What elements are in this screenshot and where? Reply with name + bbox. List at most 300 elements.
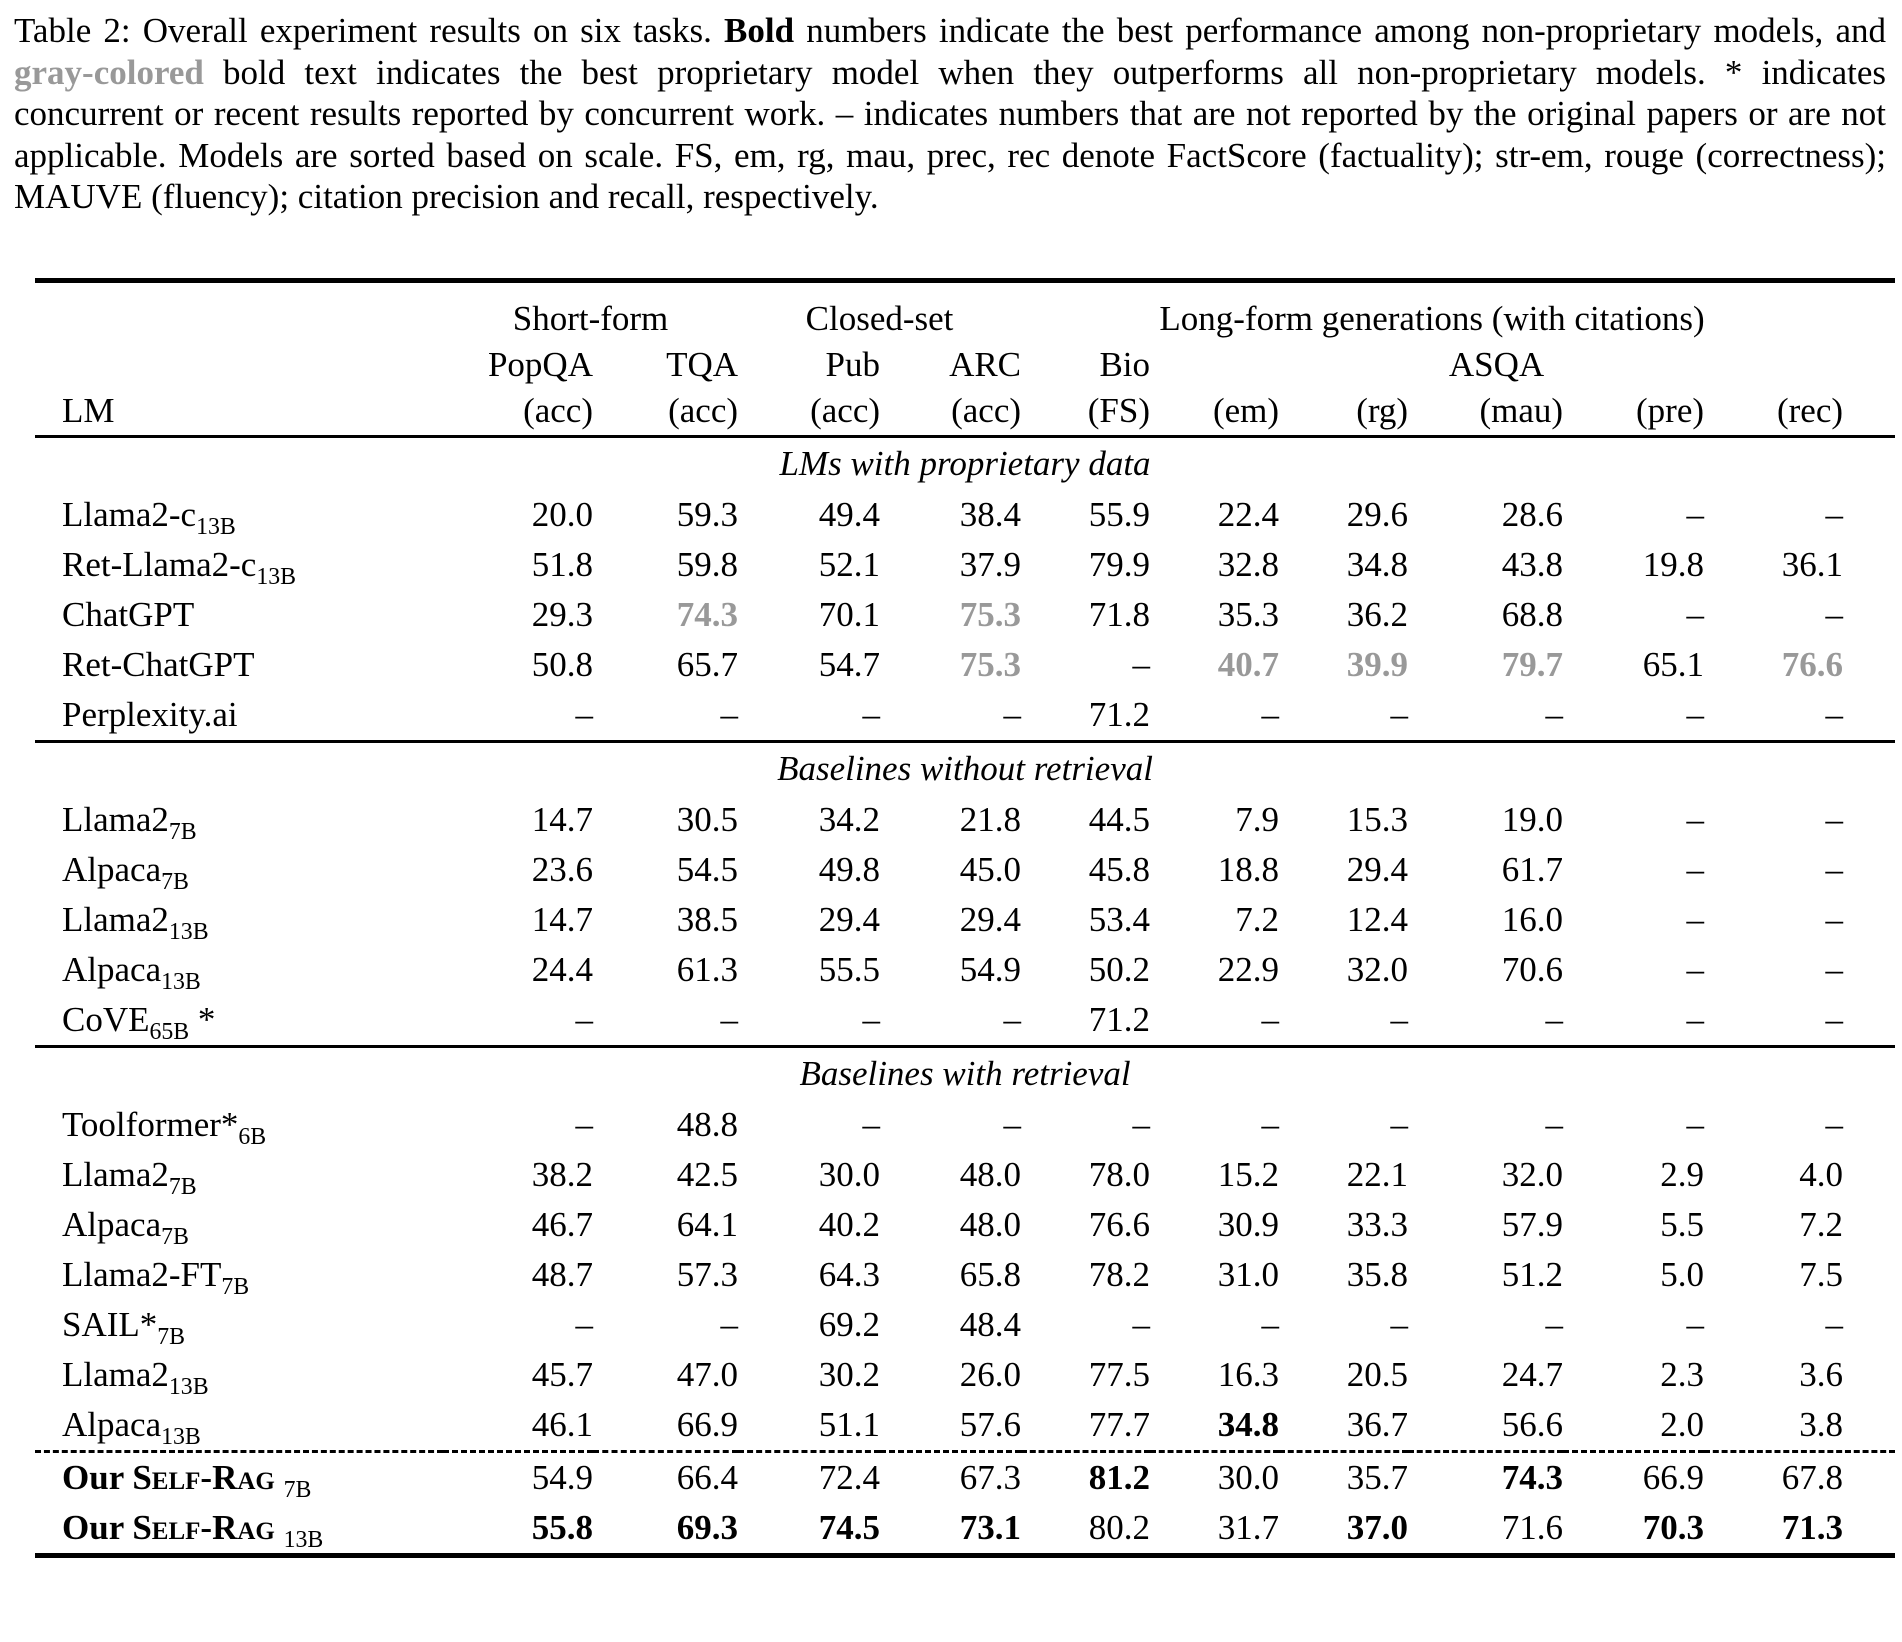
- metric-value: [1408, 1503, 1563, 1556]
- model-name-segment: Llama2-c: [62, 494, 197, 534]
- metric-text: –: [1825, 1104, 1844, 1144]
- metric-text: 36.7: [1346, 1404, 1409, 1444]
- metric-value: [1150, 1350, 1279, 1400]
- task-header-arc: ARC: [949, 344, 1022, 384]
- metric-not-reported: [1563, 945, 1704, 995]
- metric-text: 15.2: [1217, 1154, 1280, 1194]
- metric-text: –: [1261, 999, 1280, 1039]
- metric-not-reported: [1279, 1300, 1408, 1350]
- metric-not-reported: [1704, 490, 1895, 540]
- metric-text: 64.1: [676, 1204, 739, 1244]
- model-name: [35, 795, 443, 845]
- metric-text: 33.3: [1346, 1204, 1409, 1244]
- metric-text: 29.6: [1346, 494, 1409, 534]
- metric-text: –: [1545, 1304, 1564, 1344]
- metric-text: 61.3: [676, 949, 739, 989]
- metric-value: [1021, 795, 1150, 845]
- metric-value: [1150, 945, 1279, 995]
- metric-not-reported: [1408, 1100, 1563, 1150]
- metric-header-asqa-mau: (mau): [1408, 387, 1563, 437]
- metric-text: –: [1825, 899, 1844, 939]
- metric-value: [1021, 945, 1150, 995]
- metric-text: 24.7: [1501, 1354, 1564, 1394]
- metric-not-reported: [738, 690, 880, 742]
- metric-text: 7.2: [1235, 899, 1280, 939]
- group-header-row: [35, 280, 1895, 343]
- metric-value: [880, 1503, 1021, 1556]
- model-name: [35, 1100, 443, 1150]
- metric-text: 55.5: [818, 949, 881, 989]
- task-header-asqa: ASQA: [1448, 344, 1545, 384]
- metric-text: 3.6: [1799, 1354, 1844, 1394]
- model-name: [35, 1200, 443, 1250]
- metric-header-tqa-acc: (acc): [593, 387, 738, 437]
- metric-text: 16.3: [1217, 1354, 1280, 1394]
- group-header-short-form: Short-form: [512, 298, 669, 338]
- metric-value: [738, 795, 880, 845]
- metric-header-row: [35, 387, 1895, 437]
- metric-value: [1150, 1451, 1279, 1503]
- table-row: [35, 945, 1895, 995]
- metric-text: 51.1: [818, 1404, 881, 1444]
- metric-text: 65.1: [1642, 644, 1705, 684]
- table-row: [35, 795, 1895, 845]
- metric-value: [1408, 490, 1563, 540]
- metric-text: 50.2: [1088, 949, 1151, 989]
- metric-not-reported: [1563, 995, 1704, 1047]
- model-name-segment: *: [189, 999, 216, 1039]
- metric-text: 54.9: [959, 949, 1022, 989]
- metric-text: 24.4: [531, 949, 593, 989]
- metric-text: 48.0: [959, 1154, 1022, 1194]
- metric-not-reported: [1563, 590, 1704, 640]
- metric-text: 36.1: [1781, 544, 1844, 584]
- metric-value: [1150, 795, 1279, 845]
- metric-value: [738, 1250, 880, 1300]
- model-name-segment: Our: [62, 1507, 133, 1547]
- metric-not-reported: [1279, 995, 1408, 1047]
- metric-value: [1279, 1250, 1408, 1300]
- metric-text: –: [1825, 594, 1844, 634]
- metric-value: [1279, 895, 1408, 945]
- task-header-popqa: PopQA: [487, 344, 593, 384]
- metric-value: [738, 1350, 880, 1400]
- metric-value: [880, 1150, 1021, 1200]
- metric-value: [880, 945, 1021, 995]
- metric-not-reported: [1563, 845, 1704, 895]
- metric-text: 43.8: [1501, 544, 1564, 584]
- model-name-segment: Ret-ChatGPT: [62, 644, 255, 684]
- model-name: [35, 845, 443, 895]
- metric-header-pub-acc: (acc): [738, 387, 880, 437]
- metric-value: [880, 795, 1021, 845]
- metric-value: [738, 1451, 880, 1503]
- metric-value: [443, 1150, 593, 1200]
- model-name-segment: 13B: [283, 1526, 324, 1553]
- metric-text: 21.8: [959, 799, 1022, 839]
- task-header-tqa: TQA: [666, 344, 739, 384]
- metric-text: 32.8: [1217, 544, 1280, 584]
- metric-text: 79.7: [1501, 644, 1564, 684]
- metric-value: [1021, 1400, 1150, 1452]
- metric-not-reported: [1279, 690, 1408, 742]
- caption-segment: numbers indicate the best performance among non-proprietary models, and: [794, 11, 1886, 50]
- metric-value: [1150, 1503, 1279, 1556]
- metric-text: –: [1261, 1304, 1280, 1344]
- metric-text: 47.0: [676, 1354, 739, 1394]
- header-spacer: [35, 343, 443, 387]
- metric-value: [1563, 1400, 1704, 1452]
- metric-value: [443, 895, 593, 945]
- model-name-segment: [275, 1508, 284, 1547]
- metric-text: 51.2: [1501, 1254, 1564, 1294]
- metric-text: 48.4: [959, 1304, 1022, 1344]
- metric-value: [1150, 1250, 1279, 1300]
- metric-text: 34.8: [1217, 1404, 1280, 1444]
- metric-value: [738, 945, 880, 995]
- metric-text: 14.7: [531, 899, 593, 939]
- metric-text: –: [862, 694, 881, 734]
- metric-value: [1408, 640, 1563, 690]
- metric-header-asqa-em: (em): [1150, 387, 1279, 437]
- metric-header-arc-acc: (acc): [880, 387, 1021, 437]
- task-header-bio: Bio: [1099, 344, 1151, 384]
- metric-text: 70.1: [818, 594, 881, 634]
- metric-text: 48.7: [531, 1254, 593, 1294]
- metric-not-reported: [1563, 1300, 1704, 1350]
- header-spacer: [35, 280, 443, 343]
- metric-text: 39.9: [1346, 644, 1409, 684]
- table-row: [35, 1100, 1895, 1150]
- metric-text: 71.2: [1088, 694, 1151, 734]
- section-row: [35, 1046, 1895, 1100]
- metric-text: 76.6: [1088, 1204, 1151, 1244]
- metric-not-reported: [880, 995, 1021, 1047]
- metric-text: 65.8: [959, 1254, 1022, 1294]
- metric-value: [1150, 845, 1279, 895]
- model-name-segment: 13B: [168, 1373, 209, 1400]
- table-row: [35, 1250, 1895, 1300]
- metric-value: [738, 895, 880, 945]
- metric-text: 69.2: [818, 1304, 881, 1344]
- metric-not-reported: [1563, 690, 1704, 742]
- metric-not-reported: [593, 1300, 738, 1350]
- metric-text: –: [1686, 1304, 1705, 1344]
- metric-text: 56.6: [1501, 1404, 1564, 1444]
- table-body: [35, 436, 1895, 1555]
- metric-text: –: [1132, 1304, 1151, 1344]
- metric-value: [1563, 1150, 1704, 1200]
- metric-text: 32.0: [1346, 949, 1409, 989]
- metric-text: 3.8: [1799, 1404, 1844, 1444]
- metric-text: 74.5: [818, 1507, 881, 1547]
- metric-not-reported: [1704, 995, 1895, 1047]
- metric-value: [1408, 895, 1563, 945]
- metric-text: –: [1003, 999, 1022, 1039]
- table-row: [35, 590, 1895, 640]
- metric-not-reported: [1021, 1100, 1150, 1150]
- table-row: [35, 1350, 1895, 1400]
- metric-text: –: [1825, 694, 1844, 734]
- model-name: [35, 640, 443, 690]
- metric-text: –: [720, 999, 739, 1039]
- metric-value: [1408, 795, 1563, 845]
- metric-text: 20.5: [1346, 1354, 1409, 1394]
- metric-value: [593, 895, 738, 945]
- metric-text: –: [1003, 1104, 1022, 1144]
- metric-text: 77.7: [1088, 1404, 1151, 1444]
- model-name-segment: 13B: [161, 968, 201, 995]
- metric-value: [593, 845, 738, 895]
- model-name-segment: [275, 1458, 284, 1497]
- metric-text: 54.5: [676, 849, 739, 889]
- metric-text: 22.4: [1217, 494, 1280, 534]
- metric-text: 66.9: [1642, 1457, 1705, 1497]
- metric-text: 30.5: [676, 799, 739, 839]
- metric-value: [738, 640, 880, 690]
- metric-value: [880, 490, 1021, 540]
- metric-text: 71.2: [1088, 999, 1151, 1039]
- metric-text: 40.2: [818, 1204, 881, 1244]
- metric-text: –: [1545, 694, 1564, 734]
- metric-text: 38.4: [959, 494, 1022, 534]
- metric-text: 31.7: [1217, 1507, 1280, 1547]
- metric-not-reported: [1704, 795, 1895, 845]
- metric-value: [1279, 590, 1408, 640]
- metric-text: 78.0: [1088, 1154, 1151, 1194]
- metric-value: [738, 540, 880, 590]
- metric-text: 71.8: [1088, 594, 1151, 634]
- metric-value: [1150, 640, 1279, 690]
- metric-value: [1150, 895, 1279, 945]
- metric-value: [1021, 690, 1150, 742]
- metric-value: [443, 845, 593, 895]
- metric-not-reported: [593, 690, 738, 742]
- table-row: [35, 1400, 1895, 1452]
- table-row: [35, 1503, 1895, 1556]
- metric-value: [593, 1100, 738, 1150]
- metric-not-reported: [1704, 1300, 1895, 1350]
- metric-text: 37.9: [959, 544, 1022, 584]
- task-header-row: [35, 343, 1895, 387]
- metric-value: [1704, 1451, 1895, 1503]
- table-caption: [0, 0, 1902, 218]
- model-name-segment: Llama2: [62, 799, 169, 839]
- metric-value: [593, 1200, 738, 1250]
- metric-value: [1563, 1200, 1704, 1250]
- metric-text: 66.4: [676, 1457, 739, 1497]
- table-row: [35, 540, 1895, 590]
- metric-text: –: [575, 1304, 593, 1344]
- metric-value: [593, 540, 738, 590]
- metric-value: [1704, 1503, 1895, 1556]
- metric-value: [738, 490, 880, 540]
- metric-text: 30.0: [818, 1154, 881, 1194]
- metric-value: [1021, 845, 1150, 895]
- section-title: Baselines without retrieval: [777, 748, 1153, 788]
- metric-text: 30.2: [818, 1354, 881, 1394]
- model-name-segment: 65B: [149, 1018, 190, 1045]
- metric-text: –: [720, 1304, 739, 1344]
- metric-text: 38.2: [531, 1154, 593, 1194]
- model-name-segment: 7B: [157, 1323, 186, 1350]
- metric-text: 61.7: [1501, 849, 1564, 889]
- metric-text: 52.1: [818, 544, 881, 584]
- metric-text: 68.8: [1501, 594, 1564, 634]
- model-name-segment: Llama2: [62, 899, 169, 939]
- model-name: [35, 540, 443, 590]
- metric-text: 19.0: [1501, 799, 1564, 839]
- metric-value: [1408, 1150, 1563, 1200]
- metric-text: –: [1686, 949, 1705, 989]
- metric-text: –: [1390, 1304, 1409, 1344]
- metric-value: [738, 1200, 880, 1250]
- table-row: [35, 1200, 1895, 1250]
- model-name: [35, 1451, 443, 1503]
- metric-text: 23.6: [531, 849, 593, 889]
- metric-value: [443, 540, 593, 590]
- metric-text: 49.4: [818, 494, 881, 534]
- metric-text: 35.8: [1346, 1254, 1409, 1294]
- metric-text: –: [1686, 899, 1705, 939]
- metric-text: –: [1825, 949, 1844, 989]
- metric-value: [593, 1350, 738, 1400]
- metric-text: 30.9: [1217, 1204, 1280, 1244]
- model-name: [35, 995, 443, 1047]
- metric-value: [1150, 590, 1279, 640]
- metric-value: [593, 640, 738, 690]
- model-name: [35, 690, 443, 742]
- metric-text: –: [575, 694, 593, 734]
- metric-text: 29.4: [1346, 849, 1409, 889]
- metric-text: 30.0: [1217, 1457, 1280, 1497]
- metric-text: –: [1686, 494, 1705, 534]
- metric-value: [880, 540, 1021, 590]
- model-name: [35, 1300, 443, 1350]
- metric-not-reported: [1563, 795, 1704, 845]
- metric-value: [1704, 1250, 1895, 1300]
- metric-value: [1021, 540, 1150, 590]
- metric-text: 59.8: [676, 544, 739, 584]
- metric-text: 50.8: [531, 644, 593, 684]
- metric-text: 35.7: [1346, 1457, 1409, 1497]
- metric-not-reported: [1563, 1100, 1704, 1150]
- metric-text: 77.5: [1088, 1354, 1151, 1394]
- column-header-lm: LM: [35, 387, 443, 437]
- metric-text: 28.6: [1501, 494, 1564, 534]
- model-name-segment: Alpaca: [62, 1404, 162, 1444]
- metric-value: [880, 1200, 1021, 1250]
- caption-segment: bold text indicates the best proprietary model when they outperforms all non-proprietary models. * indicates concurrent or recent results reported by concurrent work. – indicates numbers that are not reported by the original papers or are not applicable. Models are sorted based on scale. FS, em, rg, mau, prec, rec denote FactScore (factuality); str-em, rouge (correctness); MAUVE (fluency); citation precision and recall, respectively.: [14, 52, 1886, 216]
- model-name: [35, 945, 443, 995]
- model-name-segment: Alpaca: [62, 849, 162, 889]
- metric-value: [1150, 1150, 1279, 1200]
- metric-text: 71.6: [1501, 1507, 1564, 1547]
- metric-text: 15.3: [1346, 799, 1409, 839]
- metric-text: –: [1825, 494, 1844, 534]
- metric-value: [880, 640, 1021, 690]
- metric-value: [1408, 845, 1563, 895]
- metric-text: 74.3: [1501, 1457, 1564, 1497]
- metric-text: 75.3: [959, 594, 1022, 634]
- model-name-segment: Toolformer*: [62, 1104, 239, 1144]
- metric-value: [1408, 945, 1563, 995]
- metric-value: [1408, 1200, 1563, 1250]
- metric-value: [1408, 1400, 1563, 1452]
- metric-value: [1408, 590, 1563, 640]
- metric-value: [1563, 540, 1704, 590]
- model-name-segment: 7B: [283, 1476, 312, 1503]
- metric-text: 67.8: [1781, 1457, 1844, 1497]
- metric-text: 42.5: [676, 1154, 739, 1194]
- metric-not-reported: [443, 1300, 593, 1350]
- table-row: [35, 1150, 1895, 1200]
- metric-value: [1021, 590, 1150, 640]
- metric-value: [443, 1400, 593, 1452]
- metric-text: –: [1686, 694, 1705, 734]
- metric-value: [443, 1451, 593, 1503]
- metric-text: 51.8: [531, 544, 593, 584]
- metric-value: [880, 1300, 1021, 1350]
- metric-text: 72.4: [818, 1457, 881, 1497]
- metric-text: 76.6: [1781, 644, 1844, 684]
- metric-not-reported: [1563, 490, 1704, 540]
- metric-text: 57.9: [1501, 1204, 1564, 1244]
- metric-value: [1150, 1200, 1279, 1250]
- metric-text: –: [720, 694, 739, 734]
- metric-text: 16.0: [1501, 899, 1564, 939]
- caption-segment: Bold: [724, 11, 795, 50]
- metric-not-reported: [1408, 995, 1563, 1047]
- model-name-segment: Self-Rag: [132, 1507, 275, 1547]
- metric-text: 4.0: [1799, 1154, 1844, 1194]
- metric-text: 46.1: [531, 1404, 593, 1444]
- model-name-segment: Llama2: [62, 1154, 169, 1194]
- group-header-closed-set: Closed-set: [805, 298, 954, 338]
- metric-value: [1279, 640, 1408, 690]
- metric-text: 69.3: [676, 1507, 739, 1547]
- metric-text: 57.3: [676, 1254, 739, 1294]
- model-name: [35, 1250, 443, 1300]
- metric-text: –: [1003, 694, 1022, 734]
- metric-value: [880, 845, 1021, 895]
- metric-text: –: [1390, 999, 1409, 1039]
- metric-text: 71.3: [1781, 1507, 1844, 1547]
- metric-text: 7.2: [1799, 1204, 1844, 1244]
- metric-text: 44.5: [1088, 799, 1151, 839]
- metric-text: 34.2: [818, 799, 881, 839]
- table-row: [35, 490, 1895, 540]
- metric-text: 36.2: [1346, 594, 1409, 634]
- metric-text: –: [1390, 1104, 1409, 1144]
- metric-not-reported: [1408, 1300, 1563, 1350]
- metric-not-reported: [738, 995, 880, 1047]
- metric-value: [1021, 1250, 1150, 1300]
- metric-text: 46.7: [531, 1204, 593, 1244]
- metric-text: 48.0: [959, 1204, 1022, 1244]
- metric-value: [1563, 1350, 1704, 1400]
- metric-value: [443, 1250, 593, 1300]
- metric-value: [1408, 540, 1563, 590]
- table-row: [35, 640, 1895, 690]
- metric-text: 79.9: [1088, 544, 1151, 584]
- table-row: [35, 690, 1895, 742]
- metric-text: 26.0: [959, 1354, 1022, 1394]
- model-name-segment: 13B: [161, 1423, 201, 1450]
- metric-value: [1408, 1350, 1563, 1400]
- metric-not-reported: [1408, 690, 1563, 742]
- metric-value: [738, 1150, 880, 1200]
